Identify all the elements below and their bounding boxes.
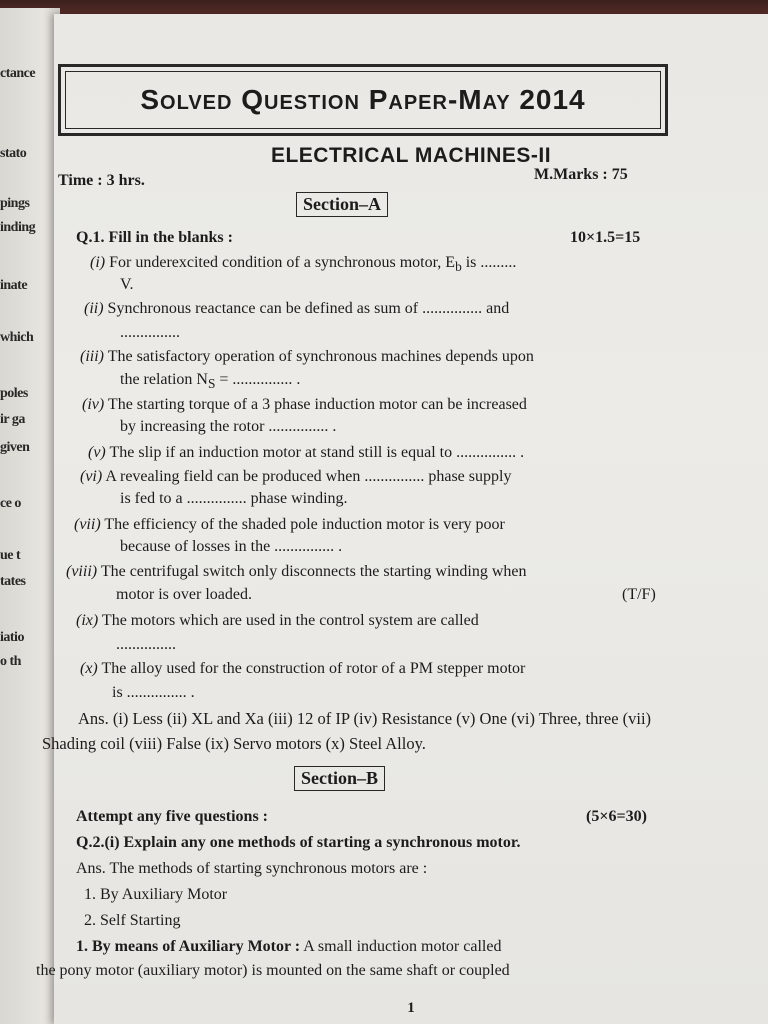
left-fragment: iatio: [0, 630, 24, 645]
q1-item-9: [76, 610, 479, 632]
page-number: 1: [407, 1000, 415, 1016]
item-text: is .........: [461, 254, 517, 271]
item-text: The efficiency of the shaded pole induction motor is very poor: [104, 516, 505, 533]
q2-instruction: Attempt any five questions :: [76, 808, 268, 825]
item-number: (iii): [80, 348, 104, 365]
left-fragment: ctance: [0, 66, 36, 81]
item-text: For underexcited condition of a synchronous motor, E: [109, 254, 456, 271]
q2-marks: (5×6=30): [586, 808, 647, 825]
subscript: b: [455, 259, 462, 275]
left-fragment: which: [0, 330, 34, 345]
true-false-label: (T/F): [622, 586, 656, 603]
q1-heading: Q.1. Fill in the blanks :: [76, 229, 233, 246]
q2-paragraph-line: [76, 936, 501, 958]
q2-answer-intro: Ans. The methods of starting synchronous motors are :: [76, 860, 428, 877]
item-number: (viii): [66, 563, 98, 580]
max-marks-label: M.Marks : 75: [534, 166, 628, 183]
section-b-heading: Section–B: [294, 766, 385, 791]
item-text: Synchronous reactance can be defined as sum of ............... and: [107, 300, 510, 317]
item-number: (iv): [82, 396, 105, 413]
q1-item-5: [88, 442, 524, 464]
left-fragment: o th: [0, 654, 21, 669]
q1-item-6: [80, 466, 511, 488]
item-number: (ii): [84, 300, 104, 317]
q1-item-9-cont: ...............: [116, 636, 176, 653]
left-fragment: ce o: [0, 496, 21, 511]
left-fragment: inding: [0, 220, 36, 235]
item-text: The slip if an induction motor at stand still is equal to ............... .: [109, 444, 525, 461]
title-frame: [58, 64, 668, 136]
item-text: The starting torque of a 3 phase induction motor can be increased: [107, 396, 527, 413]
q1-item-3-cont: [120, 369, 300, 395]
left-fragment: poles: [0, 386, 28, 401]
q1-item-8-cont: motor is over loaded.: [116, 586, 252, 603]
q1-marks: 10×1.5=15: [570, 229, 641, 246]
left-page-edge: [0, 8, 60, 1024]
q1-item-10: [80, 658, 525, 680]
item-number: (ix): [76, 612, 99, 629]
item-number: (v): [88, 444, 106, 461]
item-text: A revealing field can be produced when ............... phase supply: [105, 468, 512, 485]
item-number: (i): [90, 254, 106, 271]
item-text: The alloy used for the construction of rotor of a PM stepper motor: [101, 660, 526, 677]
left-fragment: given: [0, 440, 30, 455]
paragraph-lead: 1. By means of Auxiliary Motor :: [76, 938, 301, 955]
left-fragment: inate: [0, 278, 28, 293]
item-text: The satisfactory operation of synchronous machines depends upon: [107, 348, 534, 365]
method-item: 1. By Auxiliary Motor: [84, 886, 228, 903]
item-text: the relation N: [120, 371, 208, 388]
left-fragment: ir ga: [0, 412, 25, 427]
q1-item-4: [82, 394, 527, 416]
left-fragment: tates: [0, 574, 26, 589]
method-item: 2. Self Starting: [84, 912, 181, 929]
q1-item-2: [84, 298, 509, 320]
left-fragment: stato: [0, 146, 27, 161]
q1-answer: Ans. (i) Less (ii) XL and Xa (iii) 12 of IP (iv) Resistance (v) One (vi) Three, three (vii) Shading coil (viii) False (ix) Servo motors (x) Steel Alloy.: [42, 709, 652, 753]
q1-item-3: [80, 346, 534, 368]
time-label: Time : 3 hrs.: [58, 172, 145, 189]
item-text: The motors which are used in the control system are called: [101, 612, 479, 629]
q1-item-1: [90, 252, 516, 278]
q1-item-7: [74, 514, 505, 536]
item-number: (vi): [80, 468, 103, 485]
q2-paragraph-line: the pony motor (auxiliary motor) is mounted on the same shaft or coupled: [36, 962, 510, 979]
item-text: = ............... .: [215, 371, 301, 388]
q1-item-8: [66, 561, 527, 583]
left-fragment: pings: [0, 196, 30, 211]
subscript: S: [207, 376, 216, 392]
q1-item-2-cont: ...............: [120, 324, 180, 341]
item-text: The centrifugal switch only disconnects the starting winding when: [100, 563, 527, 580]
q1-item-6-cont: is fed to a ............... phase winding.: [120, 490, 348, 507]
q1-item-7-cont: because of losses in the ............... .: [120, 538, 343, 555]
document-page: [36, 14, 768, 1024]
q1-item-10-cont: is ............... .: [112, 684, 195, 701]
section-a-heading: Section–A: [296, 192, 388, 217]
q2-question: Q.2.(i) Explain any one methods of starting a synchronous motor.: [76, 834, 521, 851]
paragraph-text: A small induction motor called: [300, 938, 502, 955]
page-title: Solved Question Paper-May 2014: [65, 71, 661, 129]
q1-item-4-cont: by increasing the rotor ............... .: [120, 418, 337, 435]
q1-item-1-cont: V.: [120, 276, 134, 293]
subject-heading: ELECTRICAL MACHINES-II: [270, 144, 552, 167]
left-fragment: ue t: [0, 548, 21, 563]
item-number: (vii): [74, 516, 101, 533]
item-number: (x): [80, 660, 98, 677]
